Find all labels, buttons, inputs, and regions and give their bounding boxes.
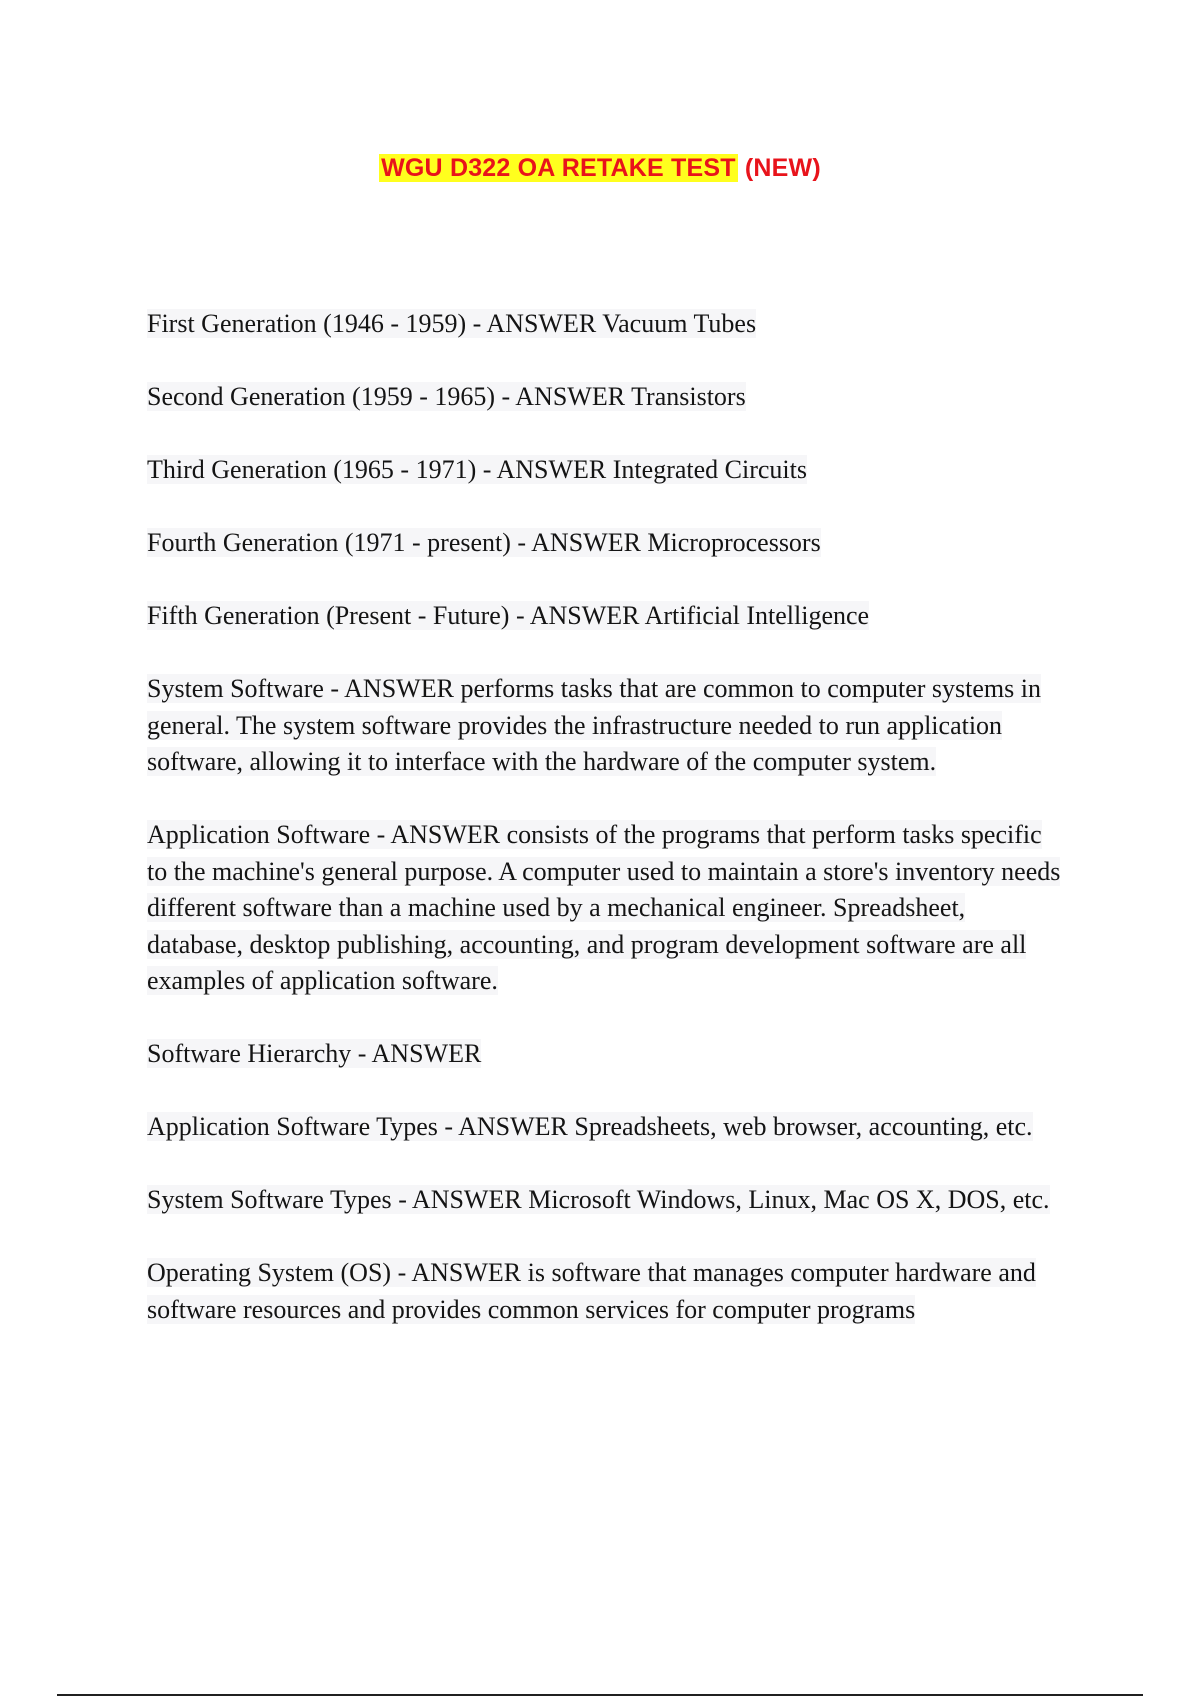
qa-answer: Spreadsheets, web browser, accounting, etc.: [574, 1112, 1033, 1141]
answer-label: ANSWER: [458, 1112, 568, 1141]
qa-entry: [147, 306, 1067, 343]
qa-answer: is software that manages computer hardware and software resources and provides common services for computer programs: [147, 1258, 1036, 1324]
qa-separator: -: [509, 601, 530, 630]
qa-term: Software Hierarchy: [147, 1039, 352, 1068]
qa-entry: [147, 671, 1067, 781]
qa-answer: consists of the programs that perform tasks specific to the machine's general purpose. A computer used to maintain a store's inventory needs different software than a machine used by a mechanical engineer. Spreadsheet, database, desktop publishing, accounting, and program development software are all examples of application software.: [147, 820, 1061, 995]
qa-term: System Software Types: [147, 1185, 392, 1214]
qa-term: Operating System (OS): [147, 1258, 392, 1287]
page-bottom-rule: [57, 1694, 1143, 1696]
qa-answer: performs tasks that are common to computer systems in general. The system software provides the infrastructure needed to run application software, allowing it to interface with the hardware of the computer system.: [147, 674, 1041, 776]
qa-entry-text: [147, 382, 746, 411]
qa-separator: -: [466, 309, 487, 338]
qa-entry-text: [147, 1112, 1033, 1141]
qa-answer: Microprocessors: [647, 528, 821, 557]
qa-entry: [147, 1109, 1067, 1146]
qa-term: Third Generation (1965 - 1971): [147, 455, 477, 484]
qa-entry-text: [147, 1185, 1050, 1214]
qa-entry-text: [147, 601, 869, 630]
qa-term: Fourth Generation (1971 - present): [147, 528, 511, 557]
qa-separator: -: [323, 674, 345, 703]
qa-entry: [147, 379, 1067, 416]
answer-label: ANSWER: [371, 1039, 482, 1068]
qa-entry-text: [147, 674, 1041, 776]
qa-term: Second Generation (1959 - 1965): [147, 382, 496, 411]
qa-list: [147, 306, 1067, 1365]
qa-entry: [147, 452, 1067, 489]
qa-entry: [147, 1036, 1067, 1073]
qa-term: Application Software Types: [147, 1112, 438, 1141]
title-suffix: (NEW): [737, 154, 821, 182]
answer-label: ANSWER: [390, 820, 501, 849]
qa-entry: [147, 1255, 1067, 1328]
qa-separator: -: [510, 528, 532, 557]
answer-label: ANSWER: [529, 601, 640, 630]
qa-separator: -: [476, 455, 497, 484]
qa-term: First Generation (1946 - 1959): [147, 309, 467, 338]
title-block: [0, 146, 1200, 190]
qa-answer: Integrated Circuits: [612, 455, 807, 484]
qa-separator: -: [495, 382, 516, 411]
qa-separator: -: [391, 1258, 412, 1287]
qa-answer: Transistors: [631, 382, 746, 411]
qa-entry: [147, 598, 1067, 635]
answer-label: ANSWER: [515, 382, 626, 411]
answer-label: ANSWER: [344, 674, 454, 703]
qa-entry-text: [147, 1258, 1036, 1324]
qa-entry-text: [147, 1039, 481, 1068]
qa-entry-text: [147, 455, 807, 484]
qa-answer: Vacuum Tubes: [602, 309, 757, 338]
answer-label: ANSWER: [531, 528, 641, 557]
qa-entry: [147, 525, 1067, 562]
answer-label: ANSWER: [411, 1185, 522, 1214]
qa-separator: -: [351, 1039, 372, 1068]
qa-entry: [147, 1182, 1067, 1219]
qa-answer: Artificial Intelligence: [644, 601, 870, 630]
qa-term: Application Software: [147, 820, 371, 849]
qa-term: Fifth Generation (Present - Future): [147, 601, 510, 630]
answer-label: ANSWER: [486, 309, 597, 338]
qa-answer: Microsoft Windows, Linux, Mac OS X, DOS, etc.: [528, 1185, 1050, 1214]
page-title: [379, 146, 821, 190]
qa-separator: -: [391, 1185, 412, 1214]
qa-entry-text: [147, 820, 1060, 995]
qa-entry-text: [147, 309, 756, 338]
qa-separator: -: [437, 1112, 459, 1141]
qa-entry-text: [147, 528, 821, 557]
qa-term: System Software: [147, 674, 324, 703]
answer-label: ANSWER: [411, 1258, 522, 1287]
title-highlight: WGU D322 OA RETAKE TEST: [381, 154, 736, 182]
qa-separator: -: [370, 820, 391, 849]
answer-label: ANSWER: [496, 455, 607, 484]
qa-entry: [147, 817, 1067, 1000]
